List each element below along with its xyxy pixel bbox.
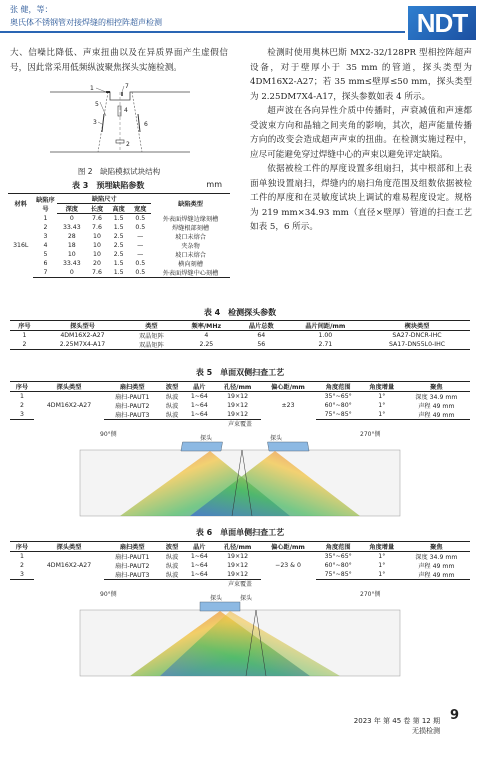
table-cell: — [137, 242, 144, 249]
table5-beam-coverage [60, 428, 420, 520]
t3-h-size: 缺陷尺寸 [57, 194, 151, 204]
table-cell: 2.5 [113, 242, 124, 249]
offset-cell: ±23 [281, 402, 295, 410]
table-cell: 56 [236, 340, 287, 350]
header-authors: 张 健，等： [10, 5, 53, 14]
header-rule [0, 31, 405, 33]
table3 [8, 193, 230, 278]
table-cell: 1° [378, 553, 386, 560]
table-cell: 19×12 [227, 553, 249, 560]
table-cell: — [137, 251, 144, 258]
table-header: 孔径/mm [215, 382, 261, 392]
table-cell: 1~64 [190, 402, 208, 409]
table-cell: 扇扫-PAUT3 [104, 570, 160, 580]
table-row [8, 250, 230, 259]
footer-journal: 无损检测 [412, 727, 440, 735]
table-cell: 1.5 [113, 215, 124, 222]
table-header: 晶片间距/mm [287, 321, 364, 331]
table-cell: 扇扫-PAUT1 [114, 394, 150, 401]
table-header: 频率/MHz [177, 321, 236, 331]
table-header: 波型 [160, 382, 184, 392]
table-cell: SA17-DN55L0-IHC [364, 340, 470, 350]
table-row [8, 268, 230, 278]
t3-h-length: 长度 [86, 204, 108, 214]
offset-cell: −23 & 0 [275, 562, 301, 570]
table-header: 序号 [10, 321, 39, 331]
table-cell: 坡口未熔合 [175, 252, 206, 259]
table-cell: 7.6 [92, 224, 102, 231]
table-cell: 35°~65° [324, 553, 352, 560]
t3-h-depth: 深度 [57, 204, 86, 214]
table-header: 楔块类型 [364, 321, 470, 331]
table-cell: 纵波 [165, 394, 179, 401]
right-paragraph-2: 超声波在各向异性介质中传播时，声衰减值和声速都受波束方向和晶轴之间夹角的影响，其次，超声能量传播方向的改变会造成超声声束的扭曲。在检测实施过程中，应尽可能避免穿过焊缝中心的声束以避免评定缺陷。 [250, 106, 472, 160]
table-cell: 18 [67, 242, 76, 249]
table-cell: 60°~80° [324, 562, 352, 569]
table-cell: 声程 49 mm [403, 410, 470, 420]
table-row [10, 340, 470, 350]
table-cell: 1° [378, 393, 386, 400]
table-cell: 1.00 [318, 332, 333, 339]
table-cell: 声程 49 mm [418, 563, 455, 570]
left-column [10, 46, 228, 75]
t6-right-side: 270°侧 [360, 591, 381, 598]
table-cell: SA27-DNCR-IHC [392, 332, 442, 339]
table-cell: 声程 49 mm [418, 403, 455, 410]
table-cell: 纵波 [165, 563, 179, 570]
right-column [250, 46, 472, 235]
table-cell: 1~64 [190, 553, 208, 560]
table-cell: 纵波 [160, 570, 184, 580]
table-cell: 10 [93, 233, 101, 240]
t5-left-side: 90°侧 [100, 431, 117, 438]
table-cell: 深度 34.9 mm [415, 554, 458, 561]
table-cell: 0 [69, 215, 74, 222]
table-cell: 2 [19, 562, 24, 569]
table-cell: 1 [22, 332, 27, 339]
table-cell: 10 [67, 251, 76, 258]
table-cell: 扇扫-PAUT2 [114, 403, 150, 410]
t5-probe-label-2: 探头 [270, 435, 283, 442]
table-cell: 75°~85° [316, 570, 361, 580]
t6-probe-label-1: 探头 [210, 595, 223, 602]
table-cell: 声程 49 mm [403, 570, 470, 580]
table4-caption: 表 4 检测探头参数 [203, 308, 277, 317]
fig2-label-6: 6 [144, 121, 148, 128]
table-cell: 19×12 [227, 402, 249, 409]
table-header: 晶片 [184, 382, 215, 392]
probe-type-cell: 4DM16X2-A27 [46, 402, 92, 410]
table-header: 类型 [126, 321, 177, 331]
table-cell: 10 [93, 242, 101, 249]
table-cell: 1 [19, 553, 24, 560]
table-row [10, 392, 470, 402]
table-cell: 3 [10, 410, 34, 420]
t3-h-material: 材料 [8, 194, 33, 214]
page-number: 9 [450, 708, 460, 723]
table-row [8, 223, 230, 232]
table-cell: 坡口未熔合 [175, 234, 206, 241]
table5-coverage-label: 声束覆盖 [227, 421, 252, 428]
table-cell: — [137, 233, 144, 240]
table-cell: 19×12 [215, 570, 261, 580]
table6 [10, 541, 470, 580]
table-cell: 1° [378, 402, 386, 409]
table-cell: 7.6 [92, 215, 102, 222]
table-row [10, 552, 470, 562]
right-paragraph-1: 检测时使用奥林巴斯 MX2-32/128PR 型相控阵超声设备，对于壁厚小于 35 mm 的管道，探头类型为 4DM16X2-A27；若 35 mm≤壁厚≤50 mm，探头类型为 2.25DM7X4-A17，探头参数如表 4 所示。 [250, 48, 472, 102]
table-header: 扇扫类型 [104, 382, 160, 392]
t3-h-width: 宽度 [129, 204, 151, 214]
table-cell: 1~64 [190, 562, 208, 569]
t3-h-height: 高度 [108, 204, 130, 214]
table-cell: 33.43 [62, 224, 81, 231]
table-header: 角度范围 [316, 542, 361, 552]
table-cell: 0 [57, 268, 86, 278]
table-cell: 1~64 [184, 570, 215, 580]
table-cell: 纵波 [165, 403, 179, 410]
table-row [8, 259, 230, 268]
table-header: 聚焦 [403, 382, 470, 392]
table-header: 探头型号 [39, 321, 126, 331]
t3-h-type: 缺陷类型 [151, 194, 230, 214]
table-header: 晶片 [184, 542, 215, 552]
table-row [8, 214, 230, 224]
t3-material: 316L [13, 242, 29, 249]
table-cell: 75°~85° [316, 410, 361, 420]
table-cell: 7 [33, 268, 57, 278]
table-cell: 1.5 [108, 268, 130, 278]
figure2-diagram [40, 82, 200, 162]
table-cell: 双晶矩阵 [126, 340, 177, 350]
table-cell: 深度 34.9 mm [415, 394, 458, 401]
table-header: 探头类型 [34, 382, 104, 392]
table-cell: 3 [10, 570, 34, 580]
table-cell: 4 [204, 332, 209, 339]
table-cell: 1° [361, 570, 403, 580]
table-cell: 外表面焊缝边缘刻槽 [162, 215, 219, 223]
table-cell: 扇扫-PAUT2 [114, 563, 150, 570]
table-cell: 纵波 [160, 410, 184, 420]
table6-beam-coverage [60, 588, 420, 680]
table-cell: 焊缝根部刻槽 [171, 225, 210, 232]
table-header: 探头类型 [34, 542, 104, 552]
table5-caption: 表 5 单面双侧扫查工艺 [195, 368, 285, 377]
table-header: 序号 [10, 542, 34, 552]
table-cell: 2.71 [287, 340, 364, 350]
fig2-label-7: 7 [125, 83, 129, 90]
table3-caption: 表 3 预埋缺陷参数 mm [72, 180, 222, 190]
table-cell: 6 [43, 260, 48, 267]
table-header: 角度增量 [361, 542, 403, 552]
table-cell: 0.5 [129, 268, 151, 278]
table-cell: 2.25 [177, 340, 236, 350]
t6-left-side: 90°侧 [100, 591, 117, 598]
t3-h-defect: 缺陷序号 [33, 194, 57, 214]
table-row [8, 241, 230, 250]
table-cell: 19×12 [215, 410, 261, 420]
table-cell: 纵波 [165, 554, 179, 561]
table-cell: 19×12 [227, 562, 249, 569]
t5-right-side: 270°侧 [360, 431, 381, 438]
table-cell: 夹杂物 [181, 243, 200, 250]
t5-probe-label-1: 探头 [200, 435, 213, 442]
table-cell: 28 [67, 233, 76, 240]
table6-caption: 表 6 单面单侧扫查工艺 [195, 528, 285, 537]
table6-coverage-label: 声束覆盖 [227, 581, 252, 588]
fig2-label-1: 1 [90, 85, 94, 92]
table-cell: 0.5 [135, 260, 146, 267]
table-header: 扇扫类型 [104, 542, 160, 552]
table-header: 波型 [160, 542, 184, 552]
fig2-label-4: 4 [124, 107, 128, 114]
table5 [10, 381, 470, 420]
header-title: 奥氏体不锈钢管对接焊缝的相控阵超声检测 [10, 18, 162, 27]
table-cell: 1~64 [184, 410, 215, 420]
table-cell: 1.5 [113, 224, 124, 231]
footer-issue: 2023 年 第 45 卷 第 12 期 [353, 717, 440, 725]
table-cell: 扇扫-PAUT3 [104, 410, 160, 420]
table-cell: 60°~80° [324, 402, 352, 409]
table-cell: 3 [43, 233, 48, 240]
table-cell: 10 [93, 251, 101, 258]
table-cell: 4DM16X2-A27 [60, 332, 105, 339]
table-header: 聚焦 [403, 542, 470, 552]
table-cell: 1.5 [113, 260, 124, 267]
journal-logo: NDT [408, 6, 476, 40]
table-cell: 扇扫-PAUT1 [114, 554, 150, 561]
table-cell: 0.5 [135, 215, 146, 222]
figure2-caption: 图 2 缺陷模拟试块结构 [77, 167, 161, 176]
right-paragraph-3: 依据被检工件的厚度设置多组扇扫，其中根部和上表面单独设置扇扫，焊缝内的扇扫角度范围及组数依据被检工件的厚度和在灵敏度试块上调试的难易程度设定。规格为 219 mm×34.93 mm（直径×壁厚）管道的扫查工艺如表 5，6 所示。 [250, 164, 472, 232]
table-cell: 19×12 [227, 393, 249, 400]
table-cell: 2.5 [113, 251, 124, 258]
table-header: 偏心距/mm [261, 382, 316, 392]
table-cell: 7.6 [86, 268, 108, 278]
table-cell: 4 [43, 242, 48, 249]
table-cell: 33.43 [62, 260, 81, 267]
table-cell: 外表面焊缝中心刻槽 [151, 268, 230, 278]
table-cell: 0.5 [135, 224, 146, 231]
table-cell: 2.5 [113, 233, 124, 240]
table-header: 角度增量 [361, 382, 403, 392]
table-cell: 1 [43, 214, 48, 222]
table-cell: 2.25M7X4-A17 [39, 340, 126, 350]
table-cell: 2 [10, 340, 39, 350]
table-cell: 2 [43, 224, 48, 231]
table-row [10, 331, 470, 341]
table-header: 偏心距/mm [261, 542, 316, 552]
table-cell: 64 [257, 332, 266, 339]
page-header [0, 0, 480, 40]
table-cell: 35°~65° [324, 393, 352, 400]
table-cell: 1° [378, 562, 386, 569]
fig2-label-5: 5 [95, 101, 99, 108]
fig2-label-3: 3 [93, 119, 97, 126]
t6-probe-label-2: 探头 [240, 595, 253, 602]
probe-type-cell: 4DM16X2-A27 [46, 562, 92, 570]
table-cell: 20 [93, 260, 101, 267]
table-cell: 双晶矩阵 [139, 333, 164, 340]
fig2-label-2: 2 [126, 141, 130, 148]
table-header: 角度范围 [316, 382, 361, 392]
table-cell: 横向刻槽 [178, 261, 203, 268]
table-header: 晶片总数 [236, 321, 287, 331]
table-header: 序号 [10, 382, 34, 392]
table-row [8, 232, 230, 241]
table-cell: 1~64 [190, 393, 208, 400]
table-cell: 1° [361, 410, 403, 420]
table-cell: 1 [19, 393, 24, 400]
table-cell: 5 [43, 251, 48, 258]
left-paragraph: 大、信噪比降低、声束扭曲以及在异质界面产生虚假信号，因此常采用低频纵波聚焦探头实施检测。 [10, 48, 228, 73]
table-cell: 2 [19, 402, 24, 409]
table-header: 孔径/mm [215, 542, 261, 552]
table4 [10, 320, 470, 350]
